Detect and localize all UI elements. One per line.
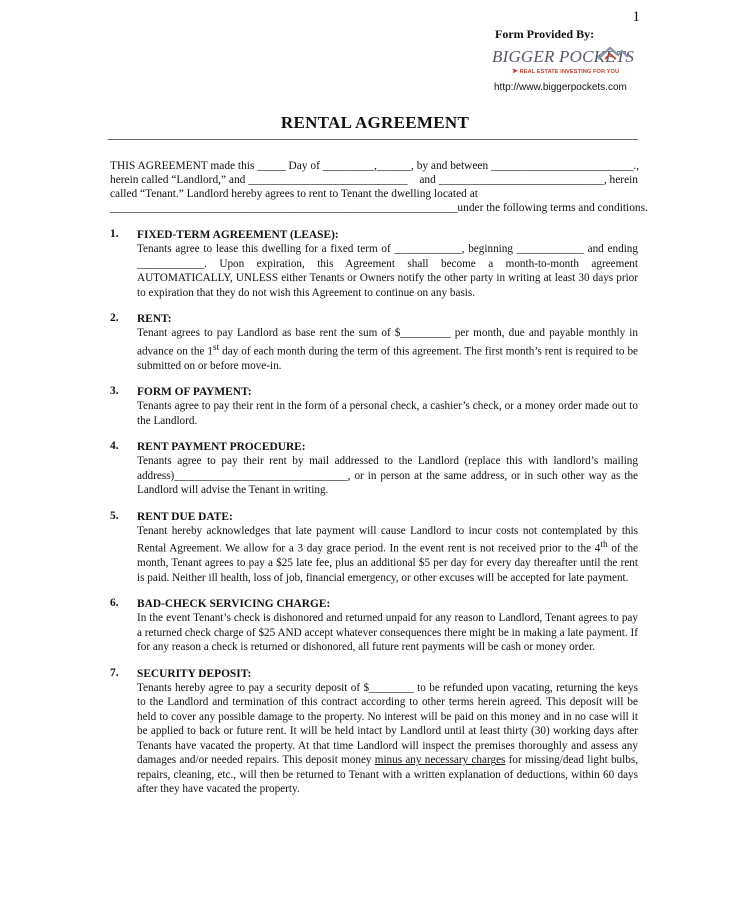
section-security-deposit	[110, 667, 638, 797]
section-rent-due-date	[110, 510, 638, 586]
form-provided-label: Form Provided By:	[495, 27, 595, 41]
section-number: 1.	[110, 228, 119, 240]
section-heading: FORM OF PAYMENT:	[137, 386, 252, 399]
body-text: for missing/dead light bulbs, repairs, cleaning, etc., will then be returned to Tenant with a written explanation of deductions, within 60 days after they have vacated the property.	[137, 754, 639, 796]
intro-line	[110, 201, 648, 215]
brand-tagline: REAL ESTATE INVESTING FOR YOU	[519, 69, 620, 75]
body-text: Tenants hereby agree to pay a security deposit of $________ to be refunded upon vacating, returning the keys to the Landlord and termination of this contract according to other terms herein agreed. This deposit will be held to cover any possible damage to the property. No interest will be paid on this money and in no case will it be applied to back or future rent. It will be held intact by Landlord until at least thirty (30) working days after Tenants have vacated the property. At that time Landlord will inspect the premises thoroughly and assess any damages and/or needed repairs. This deposit money	[137, 681, 638, 767]
section-number: 7.	[110, 666, 119, 679]
intro-text: ______, by and between _________________________.,	[376, 160, 640, 172]
intro-line	[110, 187, 638, 201]
body-text: Tenant agrees to pay Landlord as base rent the sum of $_________ per month, due and payable monthly in advance on the 1	[137, 327, 638, 358]
red-arrow-icon: ➤	[512, 68, 518, 75]
document-title: RENTAL AGREEMENT	[280, 113, 470, 132]
intro-text: _____________________________________________________________	[110, 202, 458, 214]
section-rent	[110, 312, 638, 373]
intro-text: herein called “Landlord,” and ____________________________	[110, 174, 408, 186]
intro-text: and _____________________________, herein	[419, 174, 638, 186]
section-body: Tenants agree to pay their rent by mail addressed to the Landlord (replace this with landlord’s mailing address)_______________________________, or in person at the same address, or in such other way as the Landlord will advise the Tenant in writing.	[137, 455, 638, 497]
provider-logo-block	[492, 27, 642, 93]
brand-logo	[492, 47, 642, 69]
underlined-text: minus any necessary charges	[374, 754, 506, 767]
section-body	[137, 681, 638, 797]
section-number: 2.	[110, 312, 119, 324]
section-number: 3.	[110, 385, 119, 398]
house-roof-icon	[596, 43, 630, 63]
page-number: 1	[632, 9, 640, 25]
intro-line	[110, 173, 638, 187]
section-heading: RENT DUE DATE:	[137, 510, 233, 523]
section-heading: BAD-CHECK SERVICING CHARGE:	[137, 598, 331, 611]
section-body	[137, 524, 638, 586]
section-bad-check	[110, 597, 638, 655]
agreement-sections	[110, 228, 638, 809]
section-number: 6.	[110, 597, 119, 610]
brand-name: BIGGER POCKETS	[492, 47, 635, 66]
section-fixed-term	[110, 228, 638, 300]
section-heading: RENT:	[137, 313, 172, 325]
body-text: Tenant hereby acknowledges that late payment will cause Landlord to incur costs not contemplated by this Rental Agreement. We allow for a 3 day grace period. In the event rent is not received prior to the 4	[137, 524, 638, 555]
section-heading: FIXED-TERM AGREEMENT (LEASE):	[137, 229, 339, 241]
intro-text: THIS AGREEMENT made this _____ Day of _________,	[110, 160, 377, 172]
section-body: Tenants agree to lease this dwelling for a fixed term of ____________, beginning ____________ and ending ____________. Upon expiration, this Agreement shall become a month-to-month agreement AUTOMATICALLY, UNLESS either Tenants or Owners notify the other party in writing at least 30 days prior to expiration that they do not wish this Agreement to continue on any basis.	[137, 243, 638, 299]
intro-line	[110, 159, 638, 173]
section-form-of-payment	[110, 385, 638, 428]
body-text: of the month, Tenant agrees to pay a $25 late fee, plus an additional $5 per day for every day thereafter until the rent is paid. Neither ill health, loss of job, financial emergency, or other excuses will be accepted for late payment.	[137, 542, 638, 584]
section-number: 5.	[110, 509, 119, 522]
title-divider	[108, 139, 638, 140]
site-url[interactable]: http://www.biggerpockets.com	[494, 82, 627, 93]
section-body	[137, 326, 638, 373]
intro-text: under the following terms and conditions.	[457, 202, 648, 214]
body-text: day of each month during the term of this agreement. The first month’s rent is required to be submitted on or before move-in.	[137, 345, 638, 372]
intro-paragraph	[110, 159, 648, 215]
ordinal-suffix: th	[600, 540, 608, 551]
intro-text: called “Tenant.” Landlord hereby agrees to rent to Tenant the dwelling located at	[110, 188, 478, 200]
section-body: Tenants agree to pay their rent in the form of a personal check, a cashier’s check, or a money order made out to the Landlord.	[137, 400, 638, 427]
section-body: In the event Tenant’s check is dishonored and returned unpaid for any reason to Landlord, Tenant agrees to pay a returned check charge of $25 AND accept whatever consequences there might be in making a late payment. If for any reason a check is returned or dishonored, all future rent payments will be cash or money order.	[137, 612, 638, 654]
ordinal-suffix: st	[212, 342, 220, 353]
section-rent-payment-procedure	[110, 440, 638, 498]
section-heading: SECURITY DEPOSIT:	[137, 667, 252, 680]
section-heading: RENT PAYMENT PROCEDURE:	[137, 441, 306, 454]
section-number: 4.	[110, 440, 119, 453]
